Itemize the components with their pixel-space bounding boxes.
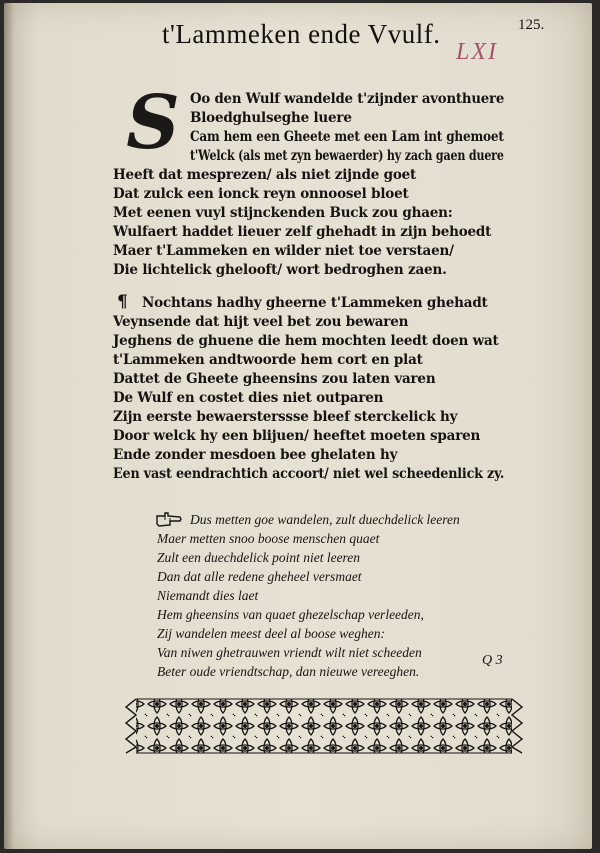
stanza-line: t'Welck (als met zyn bewaerder) hy zach gaen duere [190, 148, 504, 164]
decorated-initial: S [126, 80, 180, 166]
stanza-line: Wulfaert haddet lieuer zelf ghehadt in zijn behoedt [113, 224, 492, 240]
stanza-line: Jeghens de ghuene die hem mochten leedt doen wat [113, 333, 499, 349]
stanza-line: Bloedghulseghe luere [190, 110, 352, 126]
stanza-line: Een vast eendrachtich accoort/ niet wel scheedenlick zy. [113, 466, 505, 482]
pointing-hand-icon [156, 512, 182, 528]
manuscript-annotation: LXI [456, 39, 498, 65]
spine-shadow [4, 3, 14, 849]
book-page [4, 3, 592, 849]
moral-line: Beter oude vriendtschap, dan nieuwe vereeghen. [157, 664, 420, 679]
stanza-line: Heeft dat mesprezen/ als niet zijnde goet [113, 167, 417, 183]
moral-line: Dan dat alle redene gheheel versmaet [157, 569, 362, 584]
moral-line: Zult een duechdelick point niet leeren [157, 550, 361, 565]
page-number: 125. [518, 17, 545, 33]
moral-line: Van niwen ghetrauwen vriendt wilt niet scheeden [157, 645, 422, 660]
moral-line: Hem gheensins van quaet ghezelschap verleeden, [157, 607, 424, 622]
catchword: Q 3 [482, 653, 503, 668]
stanza-line: Zijn eerste bewaersterssse bleef sterckelick hy [113, 409, 458, 425]
moral-line: Zij wandelen meest deel al boose weghen: [157, 626, 385, 641]
stanza-line: Ende zonder mesdoen bee ghelaten hy [113, 447, 398, 463]
stanza-line: Dattet de Gheete gheensins zou laten varen [113, 371, 436, 387]
stanza-line: Maer t'Lammeken en wilder niet toe verstaen/ [113, 243, 454, 259]
stanza-line: Oo den Wulf wandelde t'zijnder avonthuere [190, 91, 505, 107]
ornamental-border [124, 693, 524, 759]
stanza-line: Met eenen vuyl stijnckenden Buck zou ghaen: [113, 205, 453, 221]
stanza-line: Dat zulck een ionck reyn onnoosel bloet [113, 186, 409, 202]
stanza-line: Nochtans hadhy gheerne t'Lammeken ghehadt [142, 295, 488, 311]
stanza-line: De Wulf en costet dies niet outparen [113, 390, 384, 406]
stanza-line: Veynsende dat hijt veel bet zou bewaren [113, 314, 409, 330]
stanza-line: Cam hem een Gheete met een Lam int ghemoet [190, 129, 504, 145]
stanza-line: t'Lammeken andtwoorde hem cort en plat [113, 352, 423, 368]
paragraph-mark: ¶ [117, 292, 128, 312]
moral-line: Maer metten snoo boose menschen quaet [157, 531, 380, 546]
stanza-line: Die lichtelick ghelooft/ wort bedroghen zaen. [113, 262, 447, 278]
page-title: t'Lammeken ende Vvulf. [162, 19, 441, 49]
stanza-line: Door welck hy een blijuen/ heeftet moeten sparen [113, 428, 481, 444]
moral-line: Niemandt dies laet [157, 588, 259, 603]
moral-line: Dus metten goe wandelen, zult duechdelick leeren [190, 512, 460, 527]
